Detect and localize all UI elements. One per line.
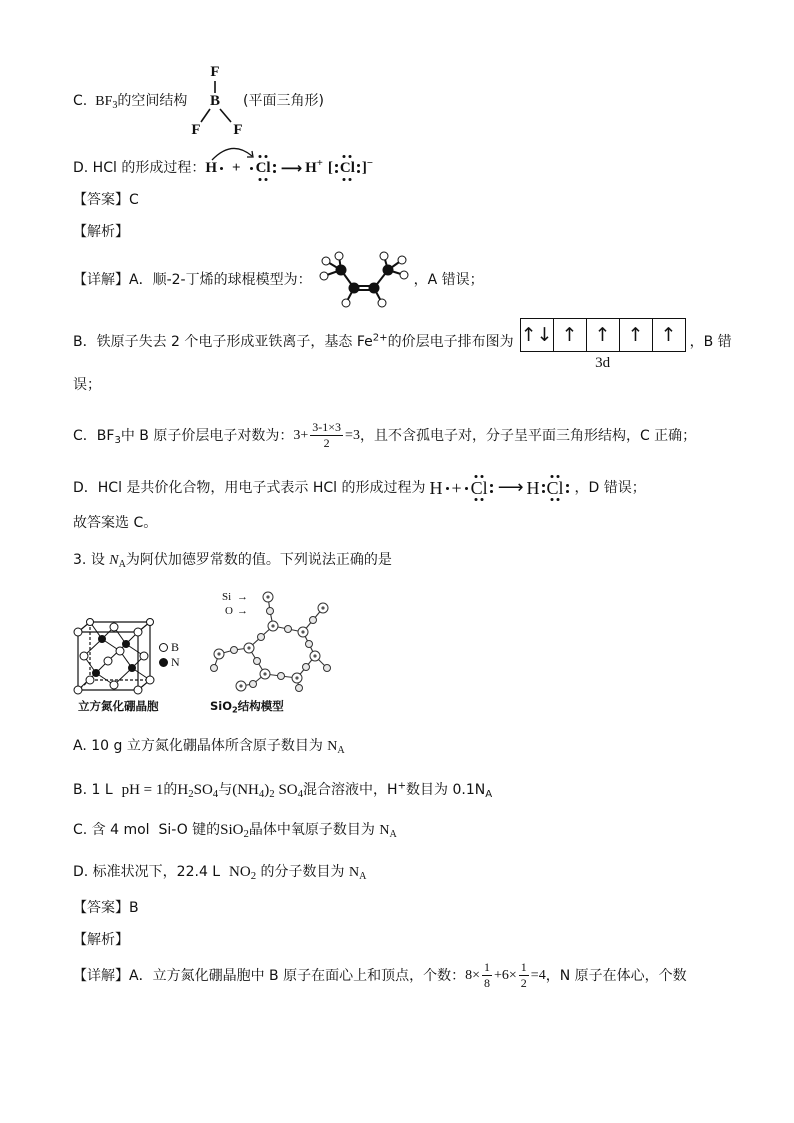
orbital-label: 3d <box>595 355 611 371</box>
electron-pair-bottom <box>475 498 484 501</box>
electron-dot <box>220 167 223 170</box>
option-3a <box>73 736 345 757</box>
plus-sign: + <box>232 160 241 176</box>
formula-part: SO <box>274 782 298 798</box>
formula-subscript: 4 <box>258 788 265 801</box>
numerator: 1 <box>484 960 490 974</box>
arrow-icon: → <box>237 605 248 617</box>
hydrogen-symbol: H <box>429 478 443 498</box>
charge: + <box>316 157 323 170</box>
electron-pair-top <box>343 155 352 158</box>
no2-formula <box>229 862 256 882</box>
detail-text: ，B 错 <box>689 334 732 350</box>
bracket-close <box>362 158 373 178</box>
numerator: 1 <box>520 960 527 974</box>
symbol: N <box>379 823 390 838</box>
option-text: 的空间结构 <box>117 93 188 109</box>
fraction <box>482 960 492 991</box>
detail-text: 误； <box>73 377 101 393</box>
conclusion-text: 故答案选 C。 <box>73 515 158 531</box>
reaction-arrow: ⟶ <box>497 477 524 498</box>
caption-formula: SiO <box>210 699 233 713</box>
answer-label: 【答案】 <box>73 192 129 208</box>
hcl-electron-formula <box>430 475 571 501</box>
option-text: B. 1 L <box>73 782 122 798</box>
detail-text-part: B．铁原子失去 2 个电子形成亚铁离子，基态 Fe <box>73 334 373 350</box>
orbital-box: ↑ <box>553 319 586 351</box>
charge: − <box>366 157 374 170</box>
detail-2c <box>73 420 696 451</box>
legend-boron <box>159 640 179 655</box>
expression-prefix: 3+ <box>293 427 309 443</box>
detail-text: ，且不含孤电子对，分子呈平面三角形结构，C 正确； <box>359 427 697 444</box>
bf3-structure <box>190 60 250 142</box>
cis-2-butene-ball-stick-model <box>312 251 414 309</box>
cubic-bn-unit-cell <box>72 618 158 696</box>
analysis-label: 【解析】 <box>73 932 129 948</box>
analysis-3 <box>73 930 129 950</box>
shape-note: (平面三角形) <box>243 93 324 109</box>
formula-part: ) <box>264 782 270 798</box>
electron-pair-bottom <box>551 498 560 501</box>
subscript: A <box>337 745 345 757</box>
subscript: A <box>389 829 397 841</box>
chlorine-symbol: Cl <box>255 160 271 176</box>
electron-pair-top <box>475 475 484 478</box>
shared-electron-pair <box>542 484 545 493</box>
legend-label: B <box>171 640 180 654</box>
orbital-box: ↑ <box>652 319 685 351</box>
bf3-formula <box>95 92 117 112</box>
option-text: 的分子数目为 <box>256 864 349 880</box>
electron-pair-right <box>273 164 276 173</box>
denominator: 2 <box>323 436 330 450</box>
electron-pair-left <box>335 164 338 173</box>
symbol: N <box>109 553 119 568</box>
orbital-box: ↑↓ <box>520 324 553 346</box>
hydrogen-symbol: H <box>205 160 217 176</box>
detail-text <box>73 332 514 352</box>
ion-charge: 2+ <box>372 332 388 344</box>
formula-subscript: 2 <box>188 788 194 801</box>
formula-subscript: 4 <box>297 788 304 801</box>
hydrogen-symbol: H <box>526 478 540 498</box>
numerator: 3-1×3 <box>312 420 342 434</box>
arrow-icon: → <box>237 591 248 603</box>
ammonium-sulfate-formula <box>232 780 303 800</box>
detail-text: A．顺-2-丁烯的球棍模型为： <box>129 272 312 288</box>
silicon-label: Si <box>222 591 232 603</box>
orbital-boxes <box>520 318 686 352</box>
caption-text: 结构模型 <box>237 699 284 713</box>
legend-nitrogen <box>159 655 180 670</box>
electron-dot <box>250 167 253 170</box>
option-label: C. <box>73 93 88 109</box>
detail-text-part: 中 B 原子价层电子对数为： <box>120 427 294 444</box>
avogadro-constant <box>109 551 126 571</box>
detail-text-part: C．BF <box>73 427 115 444</box>
sio2-figure-caption <box>210 699 284 714</box>
subscript: A <box>359 871 367 883</box>
formula-subscript: 3 <box>112 100 118 112</box>
fraction <box>519 960 529 991</box>
option-text: A. 10 g 立方氮化硼晶体所含原子数目为 <box>73 738 328 754</box>
answer-value: C <box>129 192 139 208</box>
bracket-open: [ <box>327 160 333 176</box>
answer-label: 【答案】 <box>73 900 129 916</box>
electron-pair-right <box>490 484 493 493</box>
oxygen-label: O <box>225 605 233 617</box>
caption-subscript: 2 <box>232 704 238 715</box>
analysis-2 <box>73 222 129 242</box>
formula-part: H <box>177 782 189 798</box>
option-label: D. HCl 的形成过程： <box>73 160 206 176</box>
stem-text: 设 <box>90 552 110 568</box>
orbital-box: ↑ <box>619 319 652 351</box>
filled-circle-icon <box>159 658 168 667</box>
expression-part: +6× <box>494 967 517 983</box>
avogadro-constant <box>379 821 396 841</box>
electron-pair-right <box>357 164 360 173</box>
option-text <box>303 780 492 800</box>
denominator: 8 <box>484 976 490 990</box>
question-3-stem <box>73 550 392 571</box>
detail-2d <box>73 475 646 501</box>
option-c <box>73 91 187 112</box>
stem-text: 为阿伏加德罗常数的值。下列说法正确的是 <box>125 552 392 568</box>
open-circle-icon <box>159 643 168 652</box>
fluorine-atom-top: F <box>210 64 220 80</box>
detail-text: ，N 原子在体心，个数 <box>545 967 687 984</box>
electron-pair-right <box>566 484 569 493</box>
chlorine-symbol: Cl <box>339 160 355 176</box>
expression-part: =4 <box>530 967 546 983</box>
plus-sign: + <box>451 478 462 498</box>
bracket-symbol: ] <box>361 160 367 176</box>
chlorine-symbol: Cl <box>546 478 564 498</box>
formula-symbol: BF <box>95 94 113 109</box>
question-number: 3. <box>73 552 91 568</box>
option-text: 的 <box>163 782 178 798</box>
fraction <box>310 420 343 451</box>
ph-value: pH = 1 <box>121 782 164 798</box>
reaction-arrow: ⟶ <box>280 159 303 177</box>
option-c-note <box>243 91 324 111</box>
orbital-diagram <box>520 318 686 372</box>
sulfuric-acid-formula <box>177 780 218 800</box>
detail-text: ，A 错误； <box>413 272 484 288</box>
option-text: 与 <box>218 782 233 798</box>
detail-text: A．立方氮化硼晶胞中 B 原子在面心上和顶点，个数： <box>129 967 466 984</box>
detail-text: ，D 错误； <box>574 480 646 496</box>
option-3b <box>73 780 492 800</box>
electron-pair-top <box>259 155 268 158</box>
expression-part: 8× <box>465 967 480 983</box>
electron-pair-top <box>551 475 560 478</box>
detail-2b <box>73 318 732 372</box>
denominator: 2 <box>520 976 527 990</box>
electron-pair-bottom <box>343 178 352 181</box>
answer-3 <box>73 898 139 918</box>
conclusion <box>73 513 157 533</box>
electron-transfer-curved-arrow <box>206 141 258 163</box>
fluorine-atom-right: F <box>233 122 243 138</box>
sio2-structure-model <box>205 588 337 694</box>
formula-part: NO <box>229 864 251 880</box>
detail-2a <box>73 251 484 309</box>
detail-2b-continued <box>73 375 101 395</box>
ion-charge: + <box>397 780 407 792</box>
option-text: 晶体中氧原子数目为 <box>248 822 380 838</box>
expression-suffix: =3 <box>345 427 360 443</box>
formula-part: SiO <box>220 822 244 838</box>
electron-dot <box>446 487 449 490</box>
option-3d <box>73 862 366 883</box>
bn-figure-caption: 立方氮化硼晶胞 <box>78 699 159 713</box>
subscript: A <box>118 559 126 571</box>
legend-label: N <box>171 655 180 669</box>
avogadro-constant <box>327 737 344 757</box>
electron-pair-bottom <box>259 178 268 181</box>
detail-3a <box>73 960 687 991</box>
fluorine-atom-left: F <box>191 122 201 138</box>
formula-subscript: 4 <box>212 788 219 801</box>
chlorine-atom <box>340 155 355 181</box>
option-text-part: 混合溶液中，H <box>303 782 398 798</box>
formula-subscript: 3 <box>114 434 121 446</box>
subscript: A <box>485 789 493 801</box>
formula-part: SO <box>193 782 213 798</box>
formula-part: (NH <box>232 782 259 798</box>
detail-label: 【详解】 <box>73 272 129 288</box>
avogadro-constant <box>349 863 366 883</box>
symbol: N <box>349 865 360 880</box>
chlorine-atom <box>547 475 564 501</box>
detail-text <box>73 426 293 446</box>
answer-2 <box>73 190 139 210</box>
sio2-formula <box>220 820 249 840</box>
boron-atom: B <box>209 93 220 109</box>
option-3c <box>73 820 397 841</box>
analysis-label: 【解析】 <box>73 224 129 240</box>
chlorine-atom <box>471 475 488 501</box>
detail-text: D．HCl 是共价化合物，用电子式表示 HCl 的形成过程为 <box>73 480 426 496</box>
formula-subscript: 2 <box>250 870 257 883</box>
formula-subscript: 2 <box>269 788 275 801</box>
chlorine-symbol: Cl <box>470 478 488 498</box>
hydrogen-symbol: H <box>305 160 317 176</box>
option-text-part: 数目为 0.1N <box>406 782 486 798</box>
orbital-box: ↑ <box>586 319 619 351</box>
electron-dot <box>465 487 468 490</box>
option-text: C. 含 4 mol Si-O 键的 <box>73 822 221 838</box>
option-text: D. 标准状况下，22.4 L <box>73 864 230 880</box>
formula-subscript: 2 <box>243 828 249 841</box>
detail-label: 【详解】 <box>73 967 129 984</box>
detail-text-part: 的价层电子排布图为 <box>387 334 514 350</box>
hydrogen-ion <box>305 158 323 178</box>
answer-value: B <box>129 900 139 916</box>
symbol: N <box>327 739 338 754</box>
